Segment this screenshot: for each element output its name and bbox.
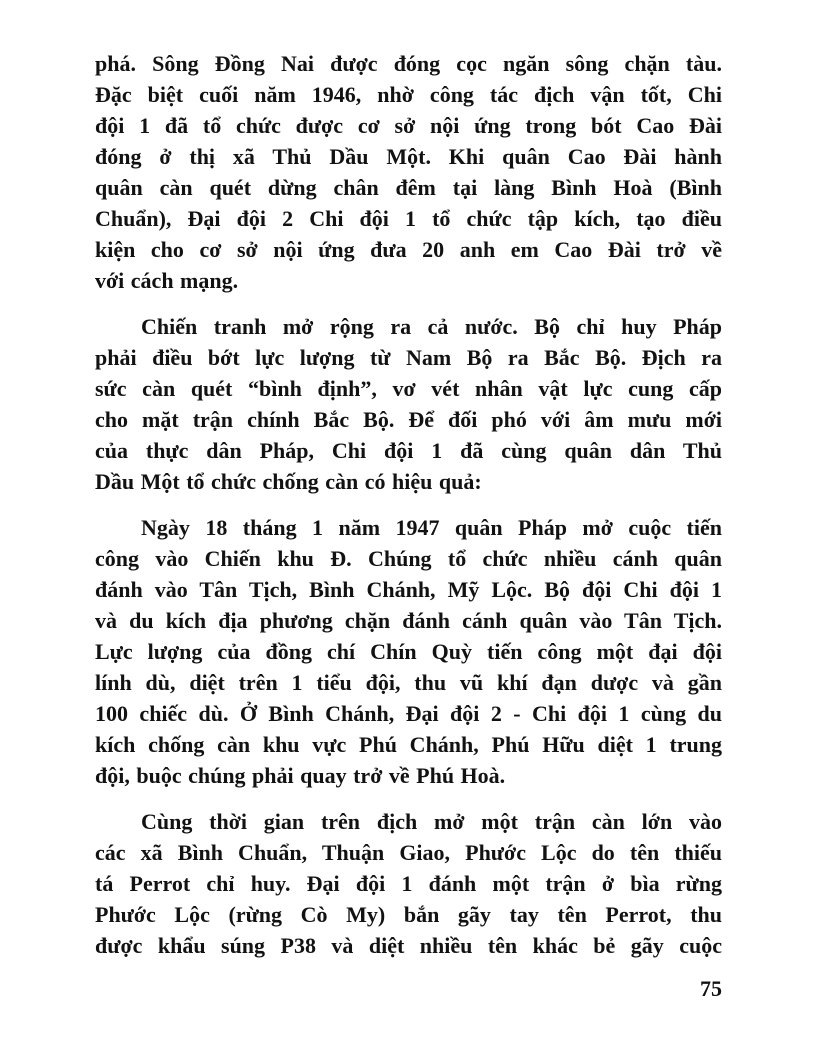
text-line: phá. Sông Đồng Nai được đóng cọc ngăn sông chặn tàu. bbox=[95, 51, 722, 76]
text-line: Dầu Một tổ chức chống càn có hiệu quả: bbox=[95, 469, 482, 494]
text-line: Chuẩn), Đại đội 2 Chi đội 1 tổ chức tập kích, tạo điều bbox=[95, 206, 722, 231]
text-line: đóng ở thị xã Thủ Dầu Một. Khi quân Cao Đài hành bbox=[95, 144, 722, 169]
text-line: Phước Lộc (rừng Cò My) bắn gãy tay tên Perrot, thu bbox=[95, 902, 722, 927]
text-line: với cách mạng. bbox=[95, 268, 239, 293]
paragraph bbox=[95, 512, 722, 791]
text-line: lính dù, diệt trên 1 tiểu đội, thu vũ khí đạn dược và gần bbox=[95, 670, 722, 695]
text-line: cho mặt trận chính Bắc Bộ. Để đối phó với âm mưu mới bbox=[95, 407, 722, 432]
text-line: công vào Chiến khu Đ. Chúng tổ chức nhiều cánh quân bbox=[95, 546, 722, 571]
text-line: đánh vào Tân Tịch, Bình Chánh, Mỹ Lộc. Bộ đội Chi đội 1 bbox=[95, 577, 722, 602]
text-line: tá Perrot chỉ huy. Đại đội 1 đánh một trận ở bìa rừng bbox=[95, 871, 722, 896]
text-block bbox=[95, 48, 722, 961]
text-line: kiện cho cơ sở nội ứng đưa 20 anh em Cao Đài trở về bbox=[95, 237, 722, 262]
text-line: Lực lượng của đồng chí Chín Quỳ tiến công một đại đội bbox=[95, 639, 722, 664]
paragraph bbox=[95, 311, 722, 497]
text-line: được khẩu súng P38 và diệt nhiều tên khác bẻ gãy cuộc bbox=[95, 933, 722, 958]
text-line: các xã Bình Chuẩn, Thuận Giao, Phước Lộc do tên thiếu bbox=[95, 840, 722, 865]
text-line: đội, buộc chúng phải quay trở về Phú Hoà. bbox=[95, 763, 506, 788]
text-line: phải điều bớt lực lượng từ Nam Bộ ra Bắc Bộ. Địch ra bbox=[95, 345, 722, 370]
text-line: Ngày 18 tháng 1 năm 1947 quân Pháp mở cuộc tiến bbox=[141, 515, 722, 540]
text-line: của thực dân Pháp, Chi đội 1 đã cùng quân dân Thủ bbox=[95, 438, 722, 463]
text-line: và du kích địa phương chặn đánh cánh quân vào Tân Tịch. bbox=[95, 608, 722, 633]
text-line: 100 chiếc dù. Ở Bình Chánh, Đại đội 2 - Chi đội 1 cùng du bbox=[95, 701, 722, 726]
text-line: Chiến tranh mở rộng ra cả nước. Bộ chỉ huy Pháp bbox=[141, 314, 722, 339]
text-line: quân càn quét dừng chân đêm tại làng Bình Hoà (Bình bbox=[95, 175, 722, 200]
text-line: kích chống càn khu vực Phú Chánh, Phú Hữu diệt 1 trung bbox=[95, 732, 722, 757]
text-line: Đặc biệt cuối năm 1946, nhờ công tác địch vận tốt, Chi bbox=[95, 82, 722, 107]
paragraph bbox=[95, 806, 722, 961]
text-line: đội 1 đã tổ chức được cơ sở nội ứng trong bót Cao Đài bbox=[95, 113, 722, 138]
text-line: Cùng thời gian trên địch mở một trận càn lớn vào bbox=[141, 809, 722, 834]
paragraph bbox=[95, 48, 722, 296]
page-number: 75 bbox=[700, 976, 722, 1001]
text-line: sức càn quét “bình định”, vơ vét nhân vật lực cung cấp bbox=[95, 376, 722, 401]
